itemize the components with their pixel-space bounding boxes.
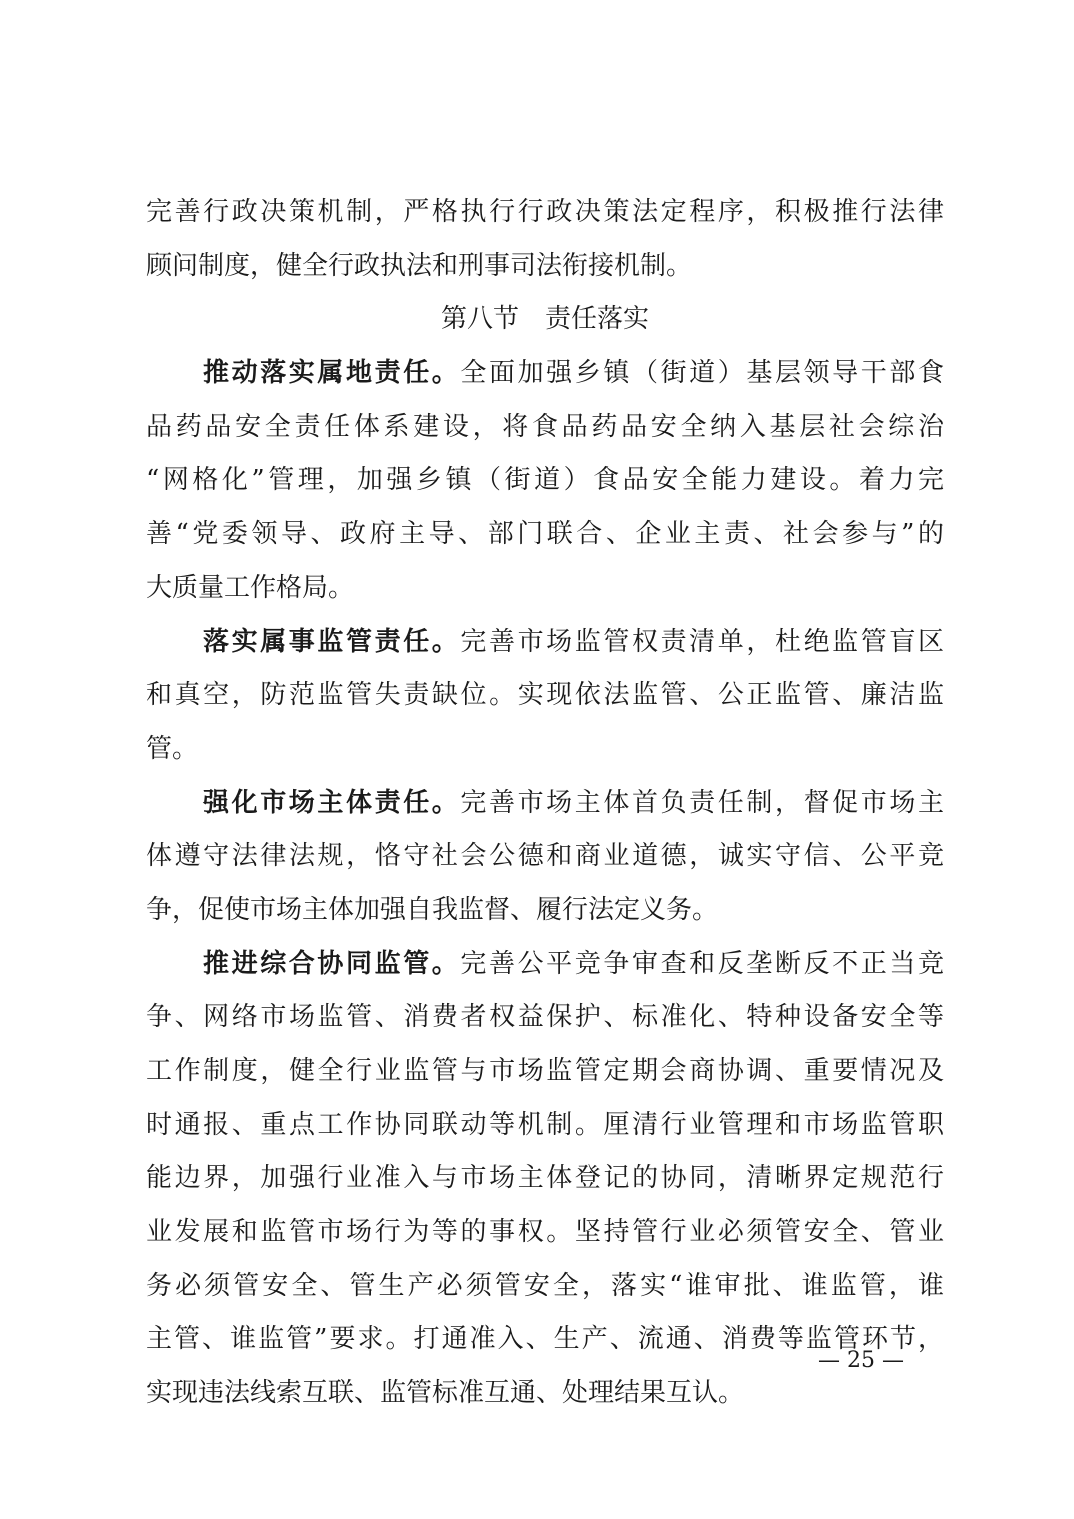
paragraph-first-line bbox=[146, 938, 944, 992]
document-body bbox=[146, 186, 944, 1421]
text-line: 体遵守法律法规，恪守社会公德和商业道德，诚实守信、公平竞 bbox=[146, 841, 944, 872]
text-line: 争，促使市场主体加强自我监督、履行法定义务。 bbox=[146, 894, 719, 925]
text-line: 工作制度，健全行业监管与市场监管定期会商协调、重要情况及 bbox=[146, 1056, 944, 1086]
paragraph-first-line bbox=[146, 347, 944, 401]
text-line: 大质量工作格局。 bbox=[146, 572, 355, 603]
paragraph-lead: 推进综合协同监管。 bbox=[203, 948, 461, 979]
text-line: 实现违法线索互联、监管标准互通、处理结果互认。 bbox=[146, 1378, 745, 1409]
section-heading: 第八节 责任落实 bbox=[440, 304, 649, 335]
text-line: 完善行政决策机制，严格执行行政决策法定程序，积极推行法律 bbox=[146, 197, 944, 227]
paragraph-text: 完善公平竞争审查和反垄断反不正当竞 bbox=[460, 948, 944, 979]
paragraph-lead: 落实属事监管责任。 bbox=[203, 626, 461, 657]
text-line: 务必须管安全、管生产必须管安全，落实“谁审批、谁监管，谁 bbox=[146, 1270, 944, 1301]
text-line: 业发展和监管市场行为等的事权。坚持管行业必须管安全、管业 bbox=[146, 1217, 944, 1248]
paragraph-first-line bbox=[146, 616, 944, 670]
text-line: 品药品安全责任体系建设，将食品药品安全纳入基层社会综治 bbox=[146, 411, 944, 442]
text-line: 善“党委领导、政府主导、部门联合、企业主责、社会参与”的 bbox=[146, 519, 944, 550]
paragraph-text: 完善市场主体首负责任制，督促市场主 bbox=[460, 787, 944, 818]
text-line: 争、网络市场监管、消费者权益保护、标准化、特种设备安全等 bbox=[146, 1002, 944, 1033]
paragraph-text: 完善市场监管权责清单，杜绝监管盲区 bbox=[460, 626, 944, 657]
text-line: 和真空，防范监管失责缺位。实现依法监管、公正监管、廉洁监 bbox=[146, 680, 944, 711]
text-line: 顾问制度，健全行政执法和刑事司法衔接机制。 bbox=[146, 250, 693, 281]
text-line: 管。 bbox=[146, 733, 199, 764]
page-number: — 25 — bbox=[818, 1348, 904, 1373]
paragraph-lead: 强化市场主体责任。 bbox=[203, 787, 461, 818]
paragraph-lead: 推动落实属地责任。 bbox=[203, 358, 461, 389]
paragraph-text: 全面加强乡镇（街道）基层领导干部食 bbox=[460, 358, 944, 389]
paragraph-first-line bbox=[146, 777, 944, 831]
text-line: 能边界，加强行业准入与市场主体登记的协同，清晰界定规范行 bbox=[146, 1163, 944, 1194]
text-line: “网格化”管理，加强乡镇（街道）食品安全能力建设。着力完 bbox=[146, 465, 944, 496]
text-line: 时通报、重点工作协同联动等机制。厘清行业管理和市场监管职 bbox=[146, 1109, 944, 1140]
text-line: 主管、谁监管”要求。打通准入、生产、流通、消费等监管环节， bbox=[146, 1324, 944, 1355]
